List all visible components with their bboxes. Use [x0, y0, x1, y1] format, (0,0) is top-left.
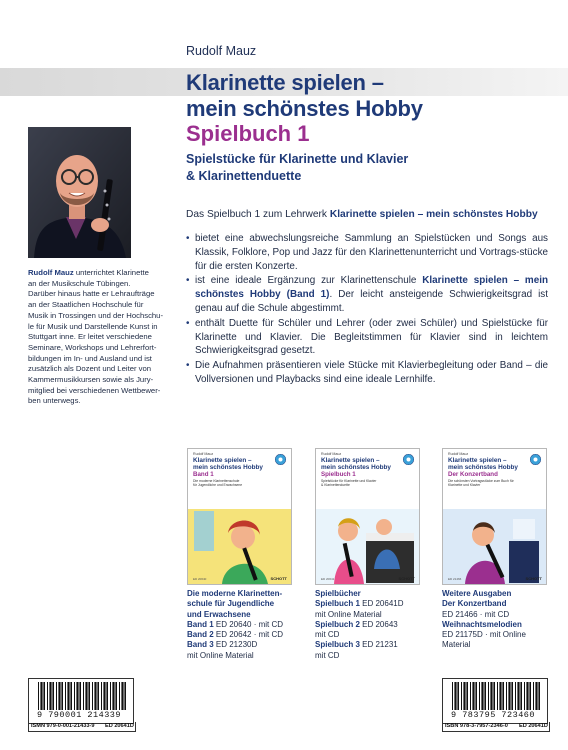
column-row [442, 630, 562, 640]
feature-text: ist eine ideale Ergänzung zur Klarinettenschule [195, 275, 423, 287]
intro-pre: Das Spielbuch 1 [186, 209, 261, 220]
bullet-icon: • [186, 317, 190, 329]
feature-text: . Der leicht ansteigende Schwierigkeitsgrad ist genau auf die Schule abgestimmt. [195, 289, 548, 314]
subtitle-line-2: & Klarinettenduette [186, 169, 302, 183]
feature-text: Die Aufnahmen präsentieren viele Stücke mit Klavierbegleitung oder Band – die Vollversionen und Playbacks sind eine ideale Lernhilfe. [195, 360, 548, 385]
bio-name: Rudolf Mauz [28, 268, 74, 277]
column-row-title: Spielbuch 3 [315, 640, 360, 650]
column-row [315, 630, 435, 640]
author-portrait-illustration [28, 127, 131, 258]
bio-line: an der Musikschule Tübingen. [28, 278, 131, 288]
cover-subtitle-2: & Klarinettenduette [321, 483, 350, 487]
column-row-title: Band 1 [187, 619, 214, 629]
bio-line: Darüber hinaus hatte er Lehraufträge [28, 289, 155, 299]
column-row-title: Band 2 [187, 630, 214, 640]
edition-number: ED 20641D [105, 723, 134, 729]
subtitle [186, 151, 408, 185]
bio-line: mitglied bei verschiedenen Wettbewer- [28, 385, 161, 395]
feature-highlight: Klarinette spielen – mein schönstes Hobby (Band 1) [195, 275, 548, 301]
bio-line: zusätzlich als Dozent und Leiter von [28, 364, 152, 374]
column-row-detail: ED 20643 [359, 619, 398, 629]
column-row-detail: ED 21230D [213, 640, 258, 650]
cover-subtitle-2: Klarinette und Klavier [448, 483, 481, 487]
column-row [315, 620, 435, 630]
bullet-icon: • [186, 233, 190, 244]
edition-number: ED 20641D [519, 723, 548, 729]
bullet-icon: • [186, 275, 190, 287]
column-heading: schule für Jugendliche [187, 599, 275, 609]
barcode-bars [450, 682, 542, 710]
cover-title-line-1: Klarinette spielen – [448, 457, 507, 464]
intro-mid: zum Lehrwerk [260, 209, 330, 220]
barcode-number: 9 790001 214339 [37, 710, 122, 720]
bio-line: le für Musik und Darstellende Kunst in [28, 321, 158, 331]
cover-subtitle-1: Die moderne Klarinettenschule [193, 479, 240, 483]
cover-publisher: SCHOTT [270, 576, 287, 581]
bio-text: unterrichtet Klarinette [73, 268, 149, 277]
column-row-title: Der Konzertband [442, 599, 507, 609]
cover-publisher: SCHOTT [525, 576, 542, 581]
column-row-title: Spielbuch 1 [315, 599, 360, 609]
title-line-3: Spielbuch 1 [186, 121, 310, 146]
cover-subtitle-1: Spielstücke für Klarinette und Klavier [321, 479, 377, 483]
series-column-school [187, 589, 307, 661]
cover-edition: ED 20640 [193, 577, 207, 581]
column-row [187, 630, 307, 640]
bullet-icon: • [186, 360, 190, 372]
column-row-detail: ED 20642 · mit CD [213, 630, 284, 640]
feature-list [186, 232, 548, 388]
cover-title-line-1: Klarinette spielen – [321, 457, 380, 464]
isbn-number: ISBN 978-3-7957-2346-0 [445, 723, 508, 729]
column-row-title: Band 3 [187, 640, 214, 650]
feature-item [186, 359, 548, 387]
column-row [315, 599, 435, 609]
column-row-detail: mit Online Material [187, 650, 254, 660]
cover-konzertband[interactable] [442, 448, 547, 585]
series-column-playbooks [315, 589, 435, 661]
barcode-ismn [28, 678, 134, 724]
column-row-title: Spielbuch 2 [315, 619, 360, 629]
intro-series-title: Klarinette spielen – mein schönstes Hobby [329, 209, 538, 220]
barcode-number: 9 783795 723460 [451, 710, 536, 720]
intro-sentence [186, 209, 538, 220]
barcode-bars [36, 682, 128, 710]
barcode-ismn-footer [28, 722, 136, 732]
bio-line: Musik in Trossingen und der Hochschu- [28, 310, 164, 320]
cover-title-line-2: mein schönstes Hobby [321, 464, 391, 471]
barcode-isbn [442, 678, 548, 724]
column-heading: und Erwachsene [187, 609, 251, 619]
cover-author: Rudolf Mauz [448, 452, 469, 456]
bio-line: Stuttgart inne. Er leitet verschiedene [28, 332, 152, 342]
cd-disc-icon [275, 454, 286, 465]
column-row [442, 610, 562, 620]
cover-title-line-2: mein schönstes Hobby [193, 464, 263, 471]
cover-title-line-2: mein schönstes Hobby [448, 464, 518, 471]
feature-item [186, 317, 548, 358]
column-row [315, 610, 435, 620]
author-bio [28, 268, 174, 407]
column-row-detail: ED 21231 [359, 640, 398, 650]
feature-item [186, 232, 548, 273]
cd-disc-icon [530, 454, 541, 465]
column-row-detail: mit Online Material [315, 609, 382, 619]
column-row [442, 640, 562, 650]
subtitle-line-1: Spielstücke für Klarinette und Klavier [186, 152, 409, 166]
cd-disc-icon [403, 454, 414, 465]
feature-text: bietet eine abwechslungsreiche Sammlung an Spielstücken und Songs aus Klassik, Folklore, Pop und Jazz für den Klarinettenunterricht und Vortrags-stücke für die ersten Konzerte. [195, 233, 548, 272]
column-row-title: Weihnachtsmelodien [442, 619, 522, 629]
cover-volume: Band 1 [193, 471, 214, 478]
cover-author: Rudolf Mauz [321, 452, 342, 456]
cover-edition: ED 21466 [448, 577, 462, 581]
column-heading: Die moderne Klarinetten- [187, 589, 283, 598]
bio-line [28, 268, 174, 279]
column-row-detail: mit CD [315, 650, 340, 660]
bio-line: bildungen im In- und Ausland und ist [28, 353, 152, 363]
cover-volume: Spielbuch 1 [321, 471, 356, 478]
column-row [187, 651, 307, 661]
column-heading: Weitere Ausgaben [442, 589, 512, 598]
cover-author: Rudolf Mauz [193, 452, 214, 456]
barcode-isbn-footer [442, 722, 550, 732]
column-heading: Spielbücher [315, 589, 361, 598]
column-row-detail: mit CD [315, 630, 340, 640]
column-row-detail: Material [442, 640, 471, 650]
cover-title-line-1: Klarinette spielen – [193, 457, 252, 464]
bio-line: ben unterwegs. [28, 396, 81, 406]
title-line-2: mein schönstes Hobby [186, 96, 423, 121]
bio-line: Kammermusikkursen sowie als Jury- [28, 375, 154, 385]
column-row-detail: ED 21466 · mit CD [442, 609, 510, 619]
cover-edition: ED 20641 [321, 577, 335, 581]
author-name: Rudolf Mauz [186, 44, 257, 58]
feature-item [186, 274, 548, 315]
bio-line: an der Staatlichen Hochschule für [28, 300, 144, 310]
bio-line: Seminare, Workshops und Lehrerfort- [28, 342, 157, 352]
series-column-further [442, 589, 562, 651]
cover-subtitle-2: für Jugendliche und Erwachsene [193, 483, 243, 487]
ismn-number: ISMN 979-0-001-21433-9 [31, 723, 95, 729]
cover-spielbuch-1[interactable] [315, 448, 420, 585]
column-row-detail: ED 21175D · mit Online [442, 630, 526, 640]
column-row [442, 599, 562, 609]
column-row [442, 620, 562, 630]
column-row [187, 620, 307, 630]
cover-band-1[interactable] [187, 448, 292, 585]
column-row [315, 651, 435, 661]
cover-publisher: SCHOTT [398, 576, 415, 581]
column-row [315, 640, 435, 650]
author-photo [28, 127, 131, 258]
column-row [187, 640, 307, 650]
cover-volume: Der Konzertband [448, 471, 498, 478]
column-row-detail: ED 20640 · mit CD [213, 619, 284, 629]
cover-subtitle-1: Die schönsten Vortragsstücke zum Buch für [448, 479, 514, 483]
title-line-1: Klarinette spielen – [186, 70, 384, 95]
column-row-detail: ED 20641D [359, 599, 404, 609]
feature-text: enthält Duette für Schüler und Lehrer (oder zwei Schüler) und Spielstücke für Klarinette und Klavier. Die Begleitstimmen für Klavier sind in leichtem Schwierigkeitsgrad gesetzt. [195, 317, 548, 357]
